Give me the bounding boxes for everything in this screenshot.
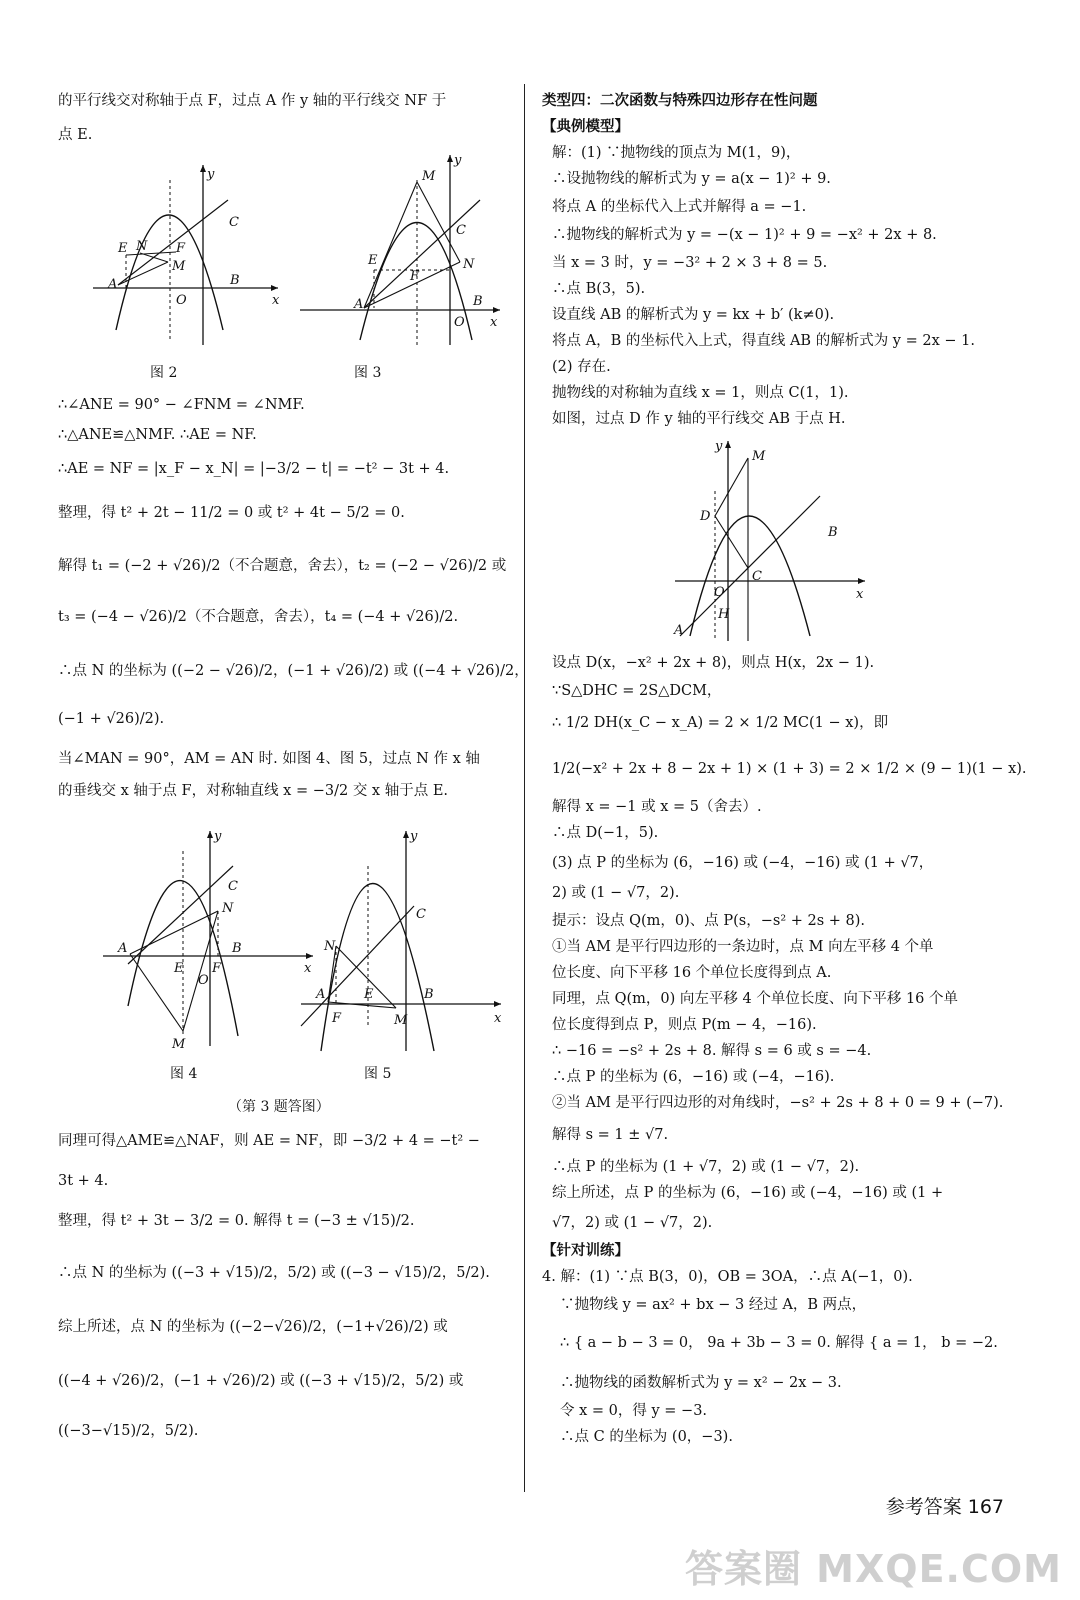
figure-label: O — [454, 315, 465, 330]
text-line: 设点 D(x，−x² + 2x + 8)，则点 H(x，2x − 1). — [552, 655, 875, 671]
text-line: ∴AE = NF = |x_F − x_N| = |−3/2 − t| = −t² − 3t + 4. — [58, 461, 450, 477]
figure-label: y — [214, 829, 222, 844]
figure-label: C — [752, 569, 762, 584]
figure-label: D — [700, 509, 711, 524]
figure-label: x — [272, 293, 280, 308]
text-line: t₃ = (−4 − √26)/2（不合题意，舍去），t₄ = (−4 + √26)/2. — [58, 609, 459, 625]
figure-label: M — [752, 449, 766, 464]
figure-label: A — [674, 623, 684, 638]
figure-label: M — [172, 1037, 186, 1052]
text-line: 点 E. — [58, 127, 93, 143]
text-line: √7，2) 或 (1 − √7，2). — [552, 1215, 713, 1231]
text-line: ∴ 1/2 DH(x_C − x_A) = 2 × 1/2 MC(1 − x)，即 — [552, 715, 889, 731]
text-line: ((−3−√15)/2，5/2). — [58, 1423, 199, 1439]
figure-label: F — [176, 241, 186, 256]
text-line: 同理可得△AME≌△NAF，则 AE = NF，即 −3/2 + 4 = −t² − — [58, 1133, 480, 1149]
text-line: 令 x = 0，得 y = −3. — [560, 1403, 708, 1419]
section-title: 类型四：二次函数与特殊四边形存在性问题 — [542, 93, 818, 109]
text-line: 位长度得到点 P，则点 P(m − 4，−16). — [552, 1017, 817, 1033]
figure-label: C — [229, 215, 239, 230]
figure-label: O — [714, 585, 725, 600]
text-line: 解得 x = −1 或 x = 5（舍去）. — [552, 799, 762, 815]
watermark: 答案圈 MXQE.COM — [684, 1547, 1062, 1591]
text-line: 的垂线交 x 轴于点 F，对称轴直线 x = −3/2 交 x 轴于点 E. — [58, 783, 449, 799]
figure-label: y — [207, 167, 215, 182]
figure-label: x — [494, 1011, 502, 1026]
figure-3-caption: 图 3 — [354, 365, 382, 381]
text-line: 将点 A 的坐标代入上式并解得 a = −1. — [552, 199, 807, 215]
text-line: 2) 或 (1 − √7，2). — [552, 885, 680, 901]
figure-label: A — [108, 277, 118, 292]
figure-label: N — [324, 939, 336, 954]
text-line: 解得 t₁ = (−2 + √26)/2（不合题意，舍去），t₂ = (−2 − √26)/2 或 — [58, 558, 507, 574]
section-heading: 【针对训练】 — [542, 1243, 629, 1259]
figure-2 — [88, 160, 288, 350]
text-line: (−1 + √26)/2). — [58, 711, 165, 727]
figure-label: E — [364, 987, 374, 1002]
text-line: ∴∠ANE = 90° − ∠FNM = ∠NMF. — [58, 397, 305, 413]
text-line: (3) 点 P 的坐标为 (6，−16) 或 (−4，−16) 或 (1 + √7， — [552, 855, 934, 871]
figure-label: O — [176, 293, 187, 308]
text-line: ∵S△DHC = 2S△DCM， — [552, 683, 722, 699]
figure-label: N — [222, 901, 234, 916]
figure-5 — [296, 826, 508, 1056]
figure-label: B — [232, 941, 242, 956]
figure-label: B — [424, 987, 434, 1002]
figure-4-caption: 图 4 — [170, 1066, 198, 1082]
text-line: ∴抛物线的函数解析式为 y = x² − 2x − 3. — [560, 1375, 842, 1391]
text-line: ∴点 N 的坐标为 ((−2 − √26)/2，(−1 + √26)/2) 或 ((−4 + √26)/2， — [58, 663, 529, 679]
text-line: ∵抛物线 y = ax² + bx − 3 经过 A，B 两点， — [560, 1297, 867, 1313]
figure-label: y — [454, 153, 462, 168]
figure-label: M — [394, 1013, 408, 1028]
figure-label: E — [368, 253, 378, 268]
figure-label: O — [198, 973, 209, 988]
text-line: ∴点 P 的坐标为 (6，−16) 或 (−4，−16). — [552, 1069, 835, 1085]
figure-label: E — [118, 241, 128, 256]
text-line: ∴点 P 的坐标为 (1 + √7，2) 或 (1 − √7，2). — [552, 1159, 860, 1175]
figure-label: H — [718, 607, 730, 622]
text-line: 同理，点 Q(m，0) 向左平移 4 个单位长度、向下平移 16 个单 — [552, 991, 959, 1007]
text-line: ∴点 D(−1，5). — [552, 825, 659, 841]
figure-label: x — [490, 315, 498, 330]
figure-label: B — [828, 525, 838, 540]
figure-4 — [98, 826, 318, 1056]
text-line: ①当 AM 是平行四边形的一条边时，点 M 向左平移 4 个单 — [552, 939, 934, 955]
text-line: 设直线 AB 的解析式为 y = kx + b′ (k≠0). — [552, 307, 835, 323]
figure-label: A — [118, 941, 128, 956]
text-line: 整理，得 t² + 2t − 11/2 = 0 或 t² + 4t − 5/2 = 0. — [58, 505, 405, 521]
text-line: ∴ −16 = −s² + 2s + 8. 解得 s = 6 或 s = −4. — [552, 1043, 872, 1059]
figure-label: C — [416, 907, 426, 922]
text-line: 1/2(−x² + 2x + 8 − 2x + 1) × (1 + 3) = 2 × 1/2 × (9 − 1)(1 − x). — [552, 761, 1027, 777]
figure-label: C — [228, 879, 238, 894]
figure-5-caption: 图 5 — [364, 1066, 392, 1082]
text-line: 整理，得 t² + 3t − 3/2 = 0. 解得 t = (−3 ± √15)/2. — [58, 1213, 415, 1229]
figure-label: A — [354, 297, 364, 312]
figure-label: F — [410, 269, 420, 284]
equation-system: ∴ { a − b − 3 = 0， 9a + 3b − 3 = 0. 解得 { a = 1， b = −2. — [560, 1335, 998, 1351]
text-line: (2) 存在. — [552, 359, 611, 375]
text-line: ∴△ANE≌△NMF. ∴AE = NF. — [58, 427, 257, 443]
text-line: 抛物线的对称轴为直线 x = 1，则点 C(1，1). — [552, 385, 849, 401]
figure-3 — [290, 150, 510, 350]
figure-label: F — [332, 1011, 342, 1026]
figure-2-caption: 图 2 — [150, 365, 178, 381]
figure-label: F — [212, 961, 222, 976]
text-line: 当∠MAN = 90°，AM = AN 时. 如图 4、图 5，过点 N 作 x 轴 — [58, 751, 480, 767]
text-line: ∴点 B(3，5). — [552, 281, 646, 297]
text-line: 3t + 4. — [58, 1173, 109, 1189]
text-line: 提示：设点 Q(m，0)、点 P(s，−s² + 2s + 8). — [552, 913, 866, 929]
figure-label: x — [856, 587, 864, 602]
figure-label: M — [172, 259, 186, 274]
text-line: ②当 AM 是平行四边形的对角线时，−s² + 2s + 8 + 0 = 9 + (−7). — [552, 1095, 1004, 1111]
figure-label: A — [316, 987, 326, 1002]
text-line: ∴抛物线的解析式为 y = −(x − 1)² + 9 = −x² + 2x + 8. — [552, 227, 937, 243]
text-line: ∴点 N 的坐标为 ((−3 + √15)/2，5/2) 或 ((−3 − √15)/2，5/2). — [58, 1265, 490, 1281]
figure-label: E — [174, 961, 184, 976]
text-line: 如图，过点 D 作 y 轴的平行线交 AB 于点 H. — [552, 411, 846, 427]
figure-label: N — [136, 239, 148, 254]
text-line: 位长度、向下平移 16 个单位长度得到点 A. — [552, 965, 832, 981]
text-line: 4. 解：(1) ∵点 B(3，0)，OB = 3OA，∴点 A(−1，0). — [542, 1269, 913, 1285]
text-line: 解得 s = 1 ± √7. — [552, 1127, 669, 1143]
figure-typical-model — [670, 436, 870, 644]
figure-label: N — [463, 257, 475, 272]
figure-label: C — [456, 223, 466, 238]
answer-figure-caption: （第 3 题答图） — [228, 1099, 330, 1115]
column-divider — [524, 84, 525, 1492]
text-line: 解：(1) ∵抛物线的顶点为 M(1，9)， — [552, 145, 801, 161]
text-line: ∴点 C 的坐标为 (0，−3). — [560, 1429, 733, 1445]
text-line: 的平行线交对称轴于点 F，过点 A 作 y 轴的平行线交 NF 于 — [58, 93, 447, 109]
figure-label: B — [473, 294, 483, 309]
figure-label: B — [230, 273, 240, 288]
figure-label: y — [410, 829, 418, 844]
figure-label: x — [304, 961, 312, 976]
figure-label: M — [422, 169, 436, 184]
page-footer: 参考答案 167 — [885, 1496, 1004, 1518]
figure-label: y — [715, 439, 723, 454]
section-heading: 【典例模型】 — [542, 119, 629, 135]
text-line: ((−4 + √26)/2，(−1 + √26)/2) 或 ((−3 + √15)/2，5/2) 或 — [58, 1373, 464, 1389]
text-line: 将点 A，B 的坐标代入上式，得直线 AB 的解析式为 y = 2x − 1. — [552, 333, 975, 349]
text-line: 当 x = 3 时，y = −3² + 2 × 3 + 8 = 5. — [552, 255, 828, 271]
text-line: ∴设抛物线的解析式为 y = a(x − 1)² + 9. — [552, 171, 831, 187]
text-line: 综上所述，点 N 的坐标为 ((−2−√26)/2，(−1+√26)/2) 或 — [58, 1319, 448, 1335]
text-line: 综上所述，点 P 的坐标为 (6，−16) 或 (−4，−16) 或 (1 + — [552, 1185, 944, 1201]
